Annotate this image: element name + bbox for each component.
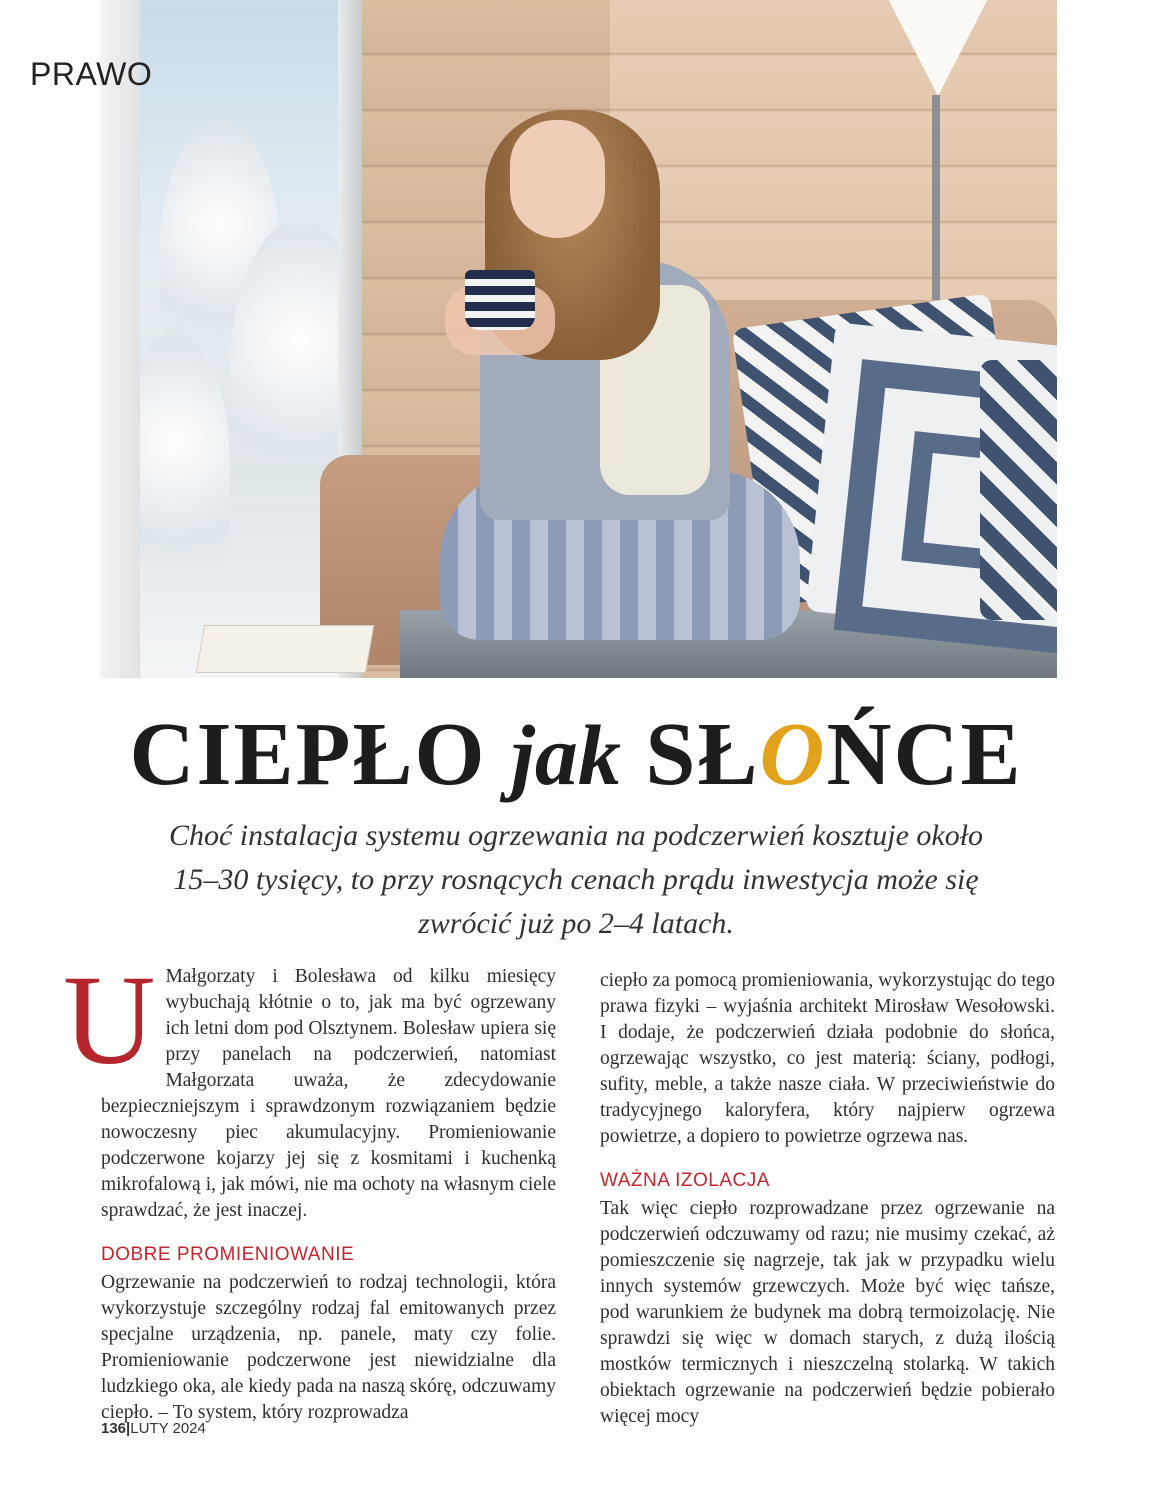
paragraph-body: Tak więc ciepło rozprowadzane przez ogrzewanie na podczerwień odczuwamy od razu; nie musimy czekać, aż pomieszczenie się nagrzeje, tak jak w przypadku wielu innych systemów grzewczych. Może być więc tańsze, pod warunkiem że budynek ma dobrą termoizolację. Nie sprawdzi się więc w domach starych, z dużą ilością mostków termicznych i nieszczelną stolarką. W takich obiektach ogrzewanie na podczerwień będzie pobierało więcej mocy — [600, 1198, 1055, 1427]
lamp-shade — [868, 0, 1008, 96]
woman-face — [510, 120, 605, 238]
chevron-pillow — [980, 360, 1057, 620]
hero-photo — [100, 0, 1057, 678]
books — [196, 625, 374, 673]
title-word-3 — [645, 705, 1022, 804]
paragraph-intro: Małgorzaty i Bolesława od kilku miesięcy wybuchają kłótnie o to, jak ma być ogrzewany ich letni dom pod Olsztynem. Bolesław upiera się przy panelach na podczerwień, natomiast Małgorzata uważa, że zdecydowanie bezpieczniejszym i sprawdzonym rozwiązaniem będzie nowoczesny piec akumulacyjny. Promieniowanie podczerwone kojarzy jej się z kosmitami i kuchenką mikrofalową i, jak mówi, nie ma ochoty na własnym ciele sprawdzać, że jest inaczej. — [101, 966, 556, 1221]
title-word-3-end: ŃCE — [826, 705, 1023, 804]
title-accent-letter: O — [759, 705, 827, 804]
section-label: PRAWO — [30, 56, 153, 92]
page-footer — [101, 1420, 206, 1437]
article-title — [0, 700, 1152, 810]
paragraph-body: Ogrzewanie na podczerwień to rodzaj technologii, która wykorzystuje szczególny rodzaj fal emitowanych przez specjalne urządzenia, np. panele, maty czy folie. Promieniowanie podczerwone jest niewidzialne dla ludzkiego oka, ale kiedy pada na naszą skórę, odczuwamy ciepło. – To system, który rozprowadza — [101, 1272, 556, 1423]
subheading-wazna-izolacja: WAŻNA IZOLACJA — [600, 1170, 770, 1191]
article-column-right — [600, 968, 1055, 1430]
article-column-left — [63, 949, 556, 1426]
paragraph-body: ciepło za pomocą promieniowania, wykorzystując do tego prawa fizyki – wyjaśnia architekt Mirosław Wesołowski. I dodaje, że podczerwień działa podobnie do słońca, ogrzewając wszystko, co jest materią: ściany, podłogi, sufity, meble, a także nasze ciała. W przeciwieństwie do tradycyjnego kaloryfera, który najpierw ogrzewa powietrze, a dopiero to powietrze ogrzewa nas. — [600, 970, 1055, 1147]
drop-cap: U — [63, 949, 156, 1091]
window-frame — [100, 0, 140, 678]
title-word-3-start: SŁ — [645, 705, 760, 804]
title-word-2: jak — [511, 707, 621, 803]
footer-separator: | — [126, 1420, 131, 1437]
page-number: 136 — [101, 1420, 127, 1437]
article-lead: Choć instalacja systemu ogrzewania na podczerwień kosztuje około 15–30 tysięcy, to przy rosnących cenach prądu inwestycja może się zwrócić już po 2–4 latach. — [168, 819, 984, 940]
title-word-1: CIEPŁO — [129, 705, 487, 804]
issue-date: LUTY 2024 — [130, 1420, 206, 1437]
striped-mug — [465, 270, 535, 330]
subheading-dobre-promieniowanie: DOBRE PROMIENIOWANIE — [101, 1244, 355, 1265]
